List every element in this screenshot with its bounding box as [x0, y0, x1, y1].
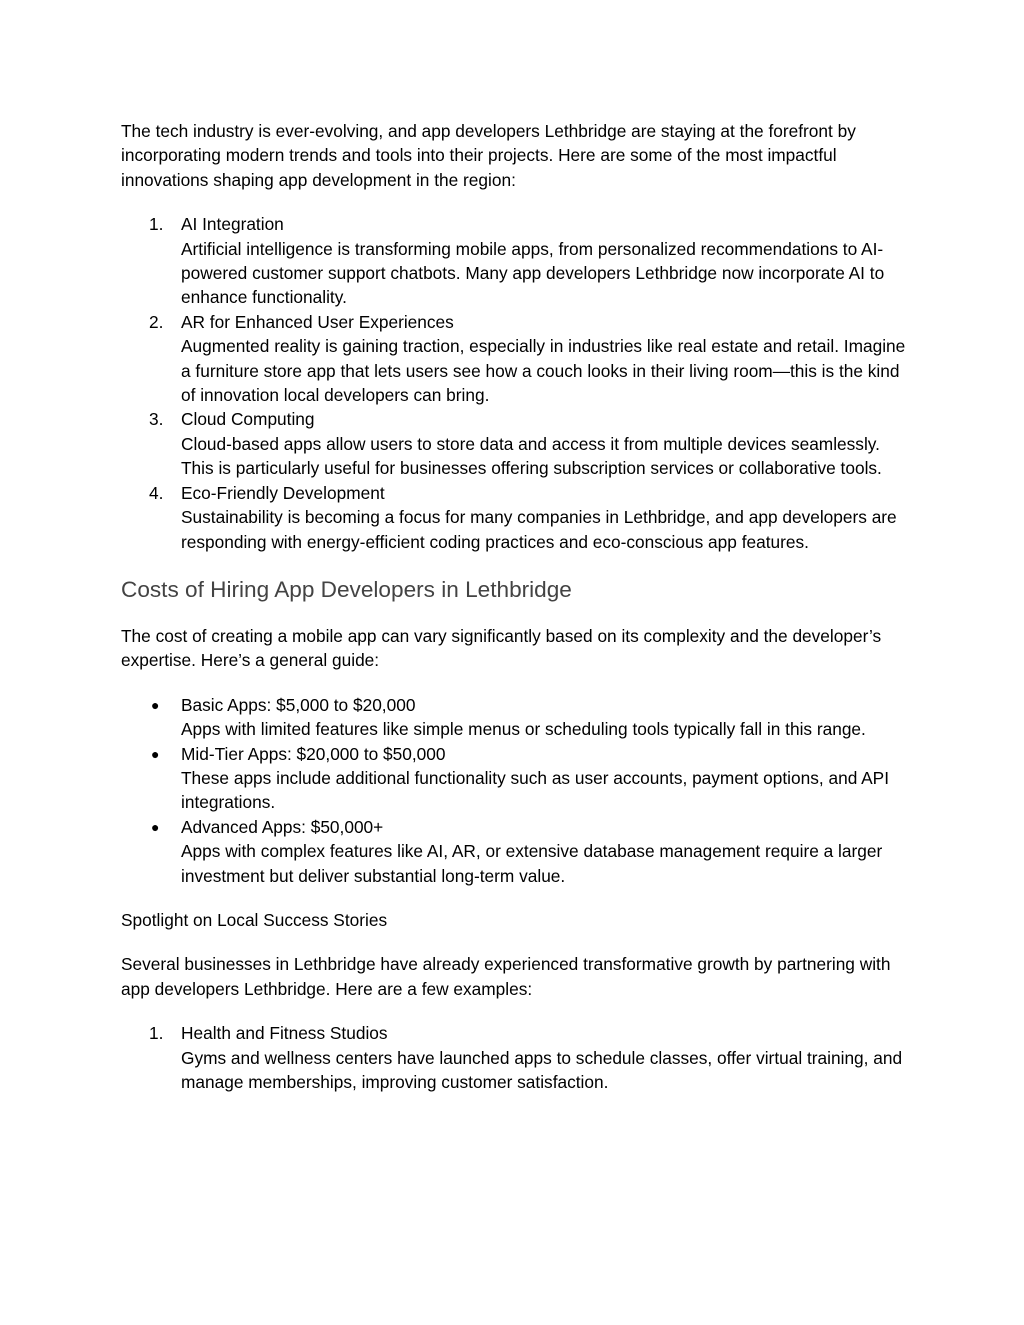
list-item [121, 310, 911, 408]
list-item-title: AI Integration [181, 214, 284, 235]
list-item-title: AR for Enhanced User Experiences [181, 311, 454, 332]
costs-intro-paragraph: The cost of creating a mobile app can vary significantly based on its complexity and the developer’s expertise. Here’s a general guide: [121, 625, 882, 671]
list-item-description: Apps with limited features like simple menus or scheduling tools typically fall in this range. [181, 719, 866, 740]
spotlight-list [121, 1021, 911, 1094]
list-item [121, 693, 911, 742]
list-item-description: Apps with complex features like AI, AR, or extensive database management require a larger investment but deliver substantial long-term value. [181, 841, 883, 886]
list-item-title: Basic Apps: $5,000 to $20,000 [181, 694, 416, 715]
trends-list [121, 212, 911, 554]
list-item [121, 742, 911, 815]
list-item [121, 1021, 911, 1094]
list-item-title: Health and Fitness Studios [181, 1023, 388, 1044]
list-number: 1. [149, 214, 164, 235]
list-item [121, 212, 911, 310]
list-item [121, 481, 911, 554]
costs-heading: Costs of Hiring App Developers in Lethbridge [121, 576, 572, 602]
list-number: 1. [149, 1023, 164, 1044]
list-number: 3. [149, 409, 164, 430]
bullet-icon: ● [151, 818, 160, 835]
bullet-icon: ● [151, 696, 160, 713]
list-item-description: Artificial intelligence is transforming mobile apps, from personalized recommendations to AI-powered customer support chatbots. Many app developers Lethbridge now incorporate AI to enhance functionality. [181, 238, 885, 308]
list-number: 4. [149, 482, 164, 503]
list-item [121, 815, 911, 888]
list-item-description: Gyms and wellness centers have launched apps to schedule classes, offer virtual training, and manage memberships, improving customer satisfaction. [181, 1047, 903, 1092]
list-number: 2. [149, 311, 164, 332]
list-item-title: Advanced Apps: $50,000+ [181, 816, 384, 837]
spotlight-title: Spotlight on Local Success Stories [121, 909, 388, 930]
document-page [121, 119, 911, 1094]
list-item-description: Cloud-based apps allow users to store data and access it from multiple devices seamlessly. This is particularly useful for businesses offering subscription services or collaborative tools. [181, 433, 882, 479]
bullet-icon: ● [151, 745, 160, 762]
list-item-description: Augmented reality is gaining traction, especially in industries like real estate and retail. Imagine a furniture store app that lets users see how a couch looks in their living room—this is the kind of innovation local developers can bring. [181, 336, 906, 406]
list-item-description: These apps include additional functionality such as user accounts, payment options, and API integrations. [181, 767, 890, 813]
list-item-title: Cloud Computing [181, 409, 315, 430]
list-item-description: Sustainability is becoming a focus for many companies in Lethbridge, and app developers are responding with energy-efficient coding practices and eco-conscious app features. [181, 507, 897, 552]
list-item-title: Mid-Tier Apps: $20,000 to $50,000 [181, 743, 446, 764]
list-item [121, 407, 911, 480]
list-item-title: Eco-Friendly Development [181, 482, 385, 503]
intro-paragraph: The tech industry is ever-evolving, and app developers Lethbridge are staying at the forefront by incorporating modern trends and tools into their projects. Here are some of the most impactful innovations shaping app development in the region: [121, 121, 856, 190]
spotlight-intro-paragraph: Several businesses in Lethbridge have already experienced transformative growth by partnering with app developers Lethbridge. Here are a few examples: [121, 954, 891, 999]
costs-list [121, 693, 911, 888]
